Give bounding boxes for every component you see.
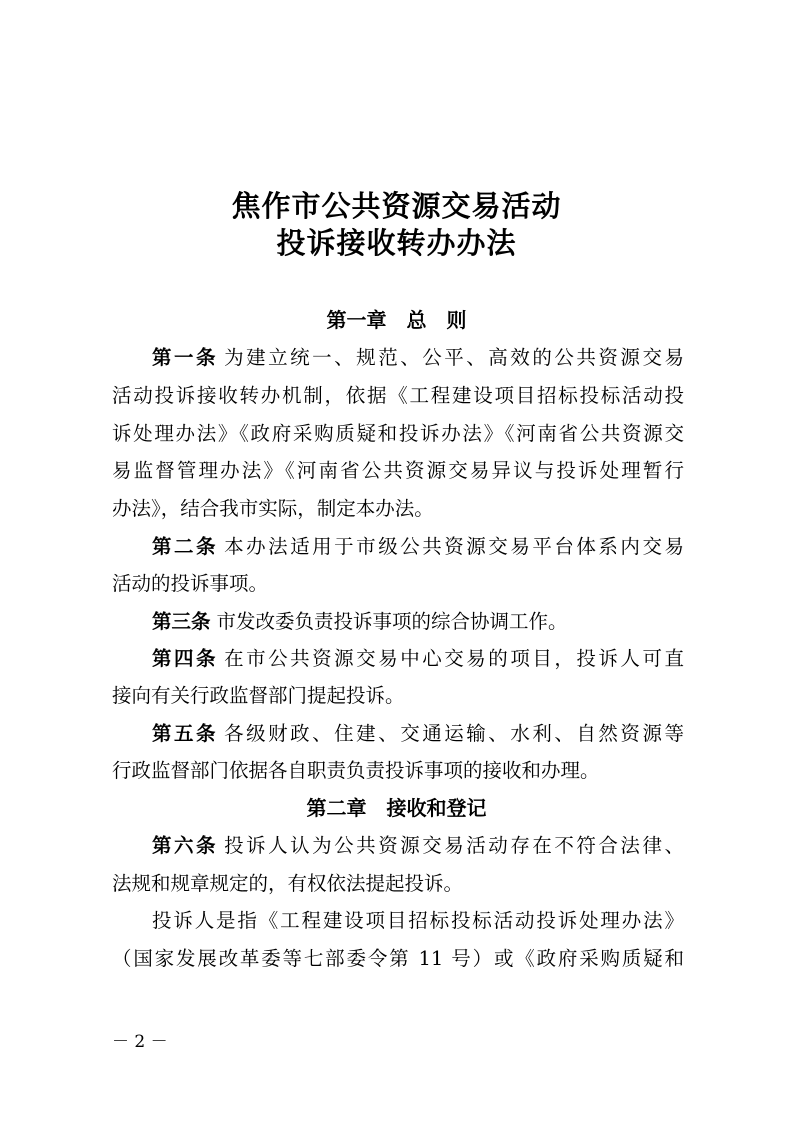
article-4-text-1: 在市公共资源交易中心交易的项目，投诉人可直 xyxy=(224,647,684,670)
article-1-label: 第一条 xyxy=(152,346,219,369)
article-1-line-1 xyxy=(152,344,684,372)
article-4-line-2: 接向有关行政监督部门提起投诉。 xyxy=(112,684,405,707)
article-5-label: 第五条 xyxy=(152,722,219,745)
paragraph-7-line-1: 投诉人是指《工程建设项目招标投标活动投诉处理办法》 xyxy=(152,909,684,932)
article-5-text-1: 各级财政、住建、交通运输、水利、自然资源等 xyxy=(224,722,684,745)
page-number: － 2 － xyxy=(112,1032,168,1052)
article-4-label: 第四条 xyxy=(152,647,219,670)
article-2-line-1 xyxy=(152,533,684,561)
article-6-text-1: 投诉人认为公共资源交易活动存在不符合法律、 xyxy=(224,834,684,857)
article-1-line-4: 易监督管理办法》《河南省公共资源交易异议与投诉处理暂行 xyxy=(112,459,684,482)
paragraph-7-line-2: （国家发展改革委等七部委令第 11 号）或《政府采购质疑和 xyxy=(112,947,684,970)
article-6-label: 第六条 xyxy=(152,834,219,857)
article-2-line-2: 活动的投诉事项。 xyxy=(112,572,269,595)
article-6-line-2: 法规和规章规定的，有权依法提起投诉。 xyxy=(112,872,464,895)
article-3-text-1: 市发改委负责投诉事项的综合协调工作。 xyxy=(216,610,568,633)
article-4-line-1 xyxy=(152,645,684,673)
article-1-line-3: 诉处理办法》《政府采购质疑和投诉办法》《河南省公共资源交 xyxy=(112,422,684,445)
article-3-line-1 xyxy=(152,608,684,636)
article-1-line-2: 活动投诉接收转办机制，依据《工程建设项目招标投标活动投 xyxy=(112,384,684,407)
article-6-line-1 xyxy=(152,832,684,860)
article-5-line-1 xyxy=(152,720,684,748)
article-2-text-1: 本办法适用于市级公共资源交易平台体系内交易 xyxy=(224,535,684,558)
article-2-label: 第二条 xyxy=(152,535,219,558)
document-title-line-1: 焦作市公共资源交易活动 xyxy=(231,189,562,223)
article-3-label: 第三条 xyxy=(152,610,211,633)
chapter-2-heading: 第二章 接收和登记 xyxy=(306,796,487,820)
document-title-line-2: 投诉接收转办办法 xyxy=(276,226,517,260)
article-5-line-2: 行政监督部门依据各自职责负责投诉事项的接收和办理。 xyxy=(112,759,600,782)
article-1-line-5: 办法》，结合我市实际，制定本办法。 xyxy=(112,497,434,520)
article-1-text-1: 为建立统一、规范、公平、高效的公共资源交易 xyxy=(224,346,684,369)
chapter-1-heading: 第一章 总 则 xyxy=(326,308,467,332)
